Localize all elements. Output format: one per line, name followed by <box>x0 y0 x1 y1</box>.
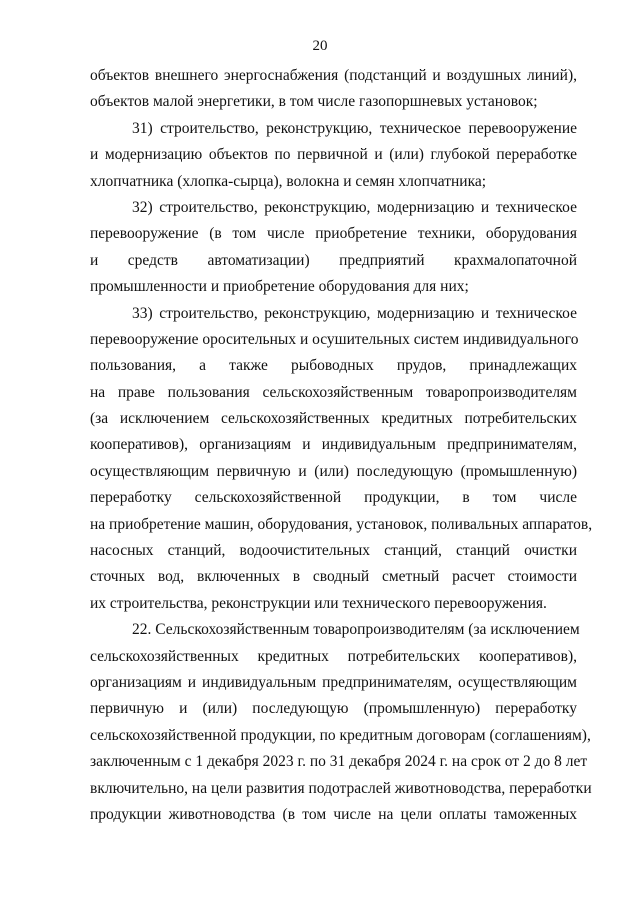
text-line: хлопчатника (хлопка-сырца), волокна и семян хлопчатника; <box>90 172 487 190</box>
text-line: пользования, а также рыбоводных прудов, принадлежащих <box>90 357 577 375</box>
text-line: и модернизацию объектов по первичной и (или) глубокой переработке <box>90 146 577 164</box>
text-line: сельскохозяйственных кредитных потребительских кооперативов), <box>90 647 577 665</box>
text-line: сточных вод, включенных в сводный сметный расчет стоимости <box>90 568 577 586</box>
text-line: 22. Сельскохозяйственным товаропроизводителям (за исключением <box>132 621 580 639</box>
text-line: 33) строительство, реконструкцию, модернизацию и техническое <box>132 304 577 322</box>
text-line: перевооружение (в том числе приобретение техники, оборудования <box>90 225 577 243</box>
text-line: продукции животноводства (в том числе на цели оплаты таможенных <box>90 805 577 823</box>
text-line: промышленности и приобретение оборудования для них; <box>90 278 469 296</box>
text-line: насосных станций, водоочистительных станций, станций очистки <box>90 542 577 560</box>
text-line: перевооружение оросительных и осушительных систем индивидуального <box>90 330 579 348</box>
text-line: переработку сельскохозяйственной продукции, в том числе <box>90 489 577 507</box>
text-line: осуществляющим первичную и (или) последующую (промышленную) <box>90 462 577 480</box>
text-line: заключенным с 1 декабря 2023 г. по 31 декабря 2024 г. на срок от 2 до 8 лет <box>90 753 588 771</box>
text-line: 32) строительство, реконструкцию, модернизацию и техническое <box>132 198 577 216</box>
text-line: сельскохозяйственной продукции, по кредитным договорам (соглашениям), <box>90 726 591 744</box>
text-line: на приобретение машин, оборудования, установок, поливальных аппаратов, <box>90 515 593 533</box>
text-line: их строительства, реконструкции или технического перевооружения. <box>90 594 547 612</box>
document-body <box>90 63 593 828</box>
text-line: кооперативов), организациям и индивидуальным предпринимателям, <box>90 436 577 454</box>
text-line: первичную и (или) последующую (промышленную) переработку <box>90 700 577 718</box>
text-line: объектов внешнего энергоснабжения (подстанций и воздушных линий), <box>90 67 577 84</box>
text-line: (за исключением сельскохозяйственных кредитных потребительских <box>90 410 577 428</box>
text-line: организациям и индивидуальным предпринимателям, осуществляющим <box>90 673 577 691</box>
text-line: на праве пользования сельскохозяйственным товаропроизводителям <box>90 383 577 401</box>
text-line: включительно, на цели развития подотраслей животноводства, переработки <box>90 779 592 797</box>
text-line: и средств автоматизации) предприятий крахмалопаточной <box>90 251 577 269</box>
text-line: объектов малой энергетики, в том числе газопоршневых установок; <box>90 93 538 111</box>
page-number: 20 <box>312 38 328 54</box>
text-line: 31) строительство, реконструкцию, техническое перевооружение <box>132 119 577 137</box>
